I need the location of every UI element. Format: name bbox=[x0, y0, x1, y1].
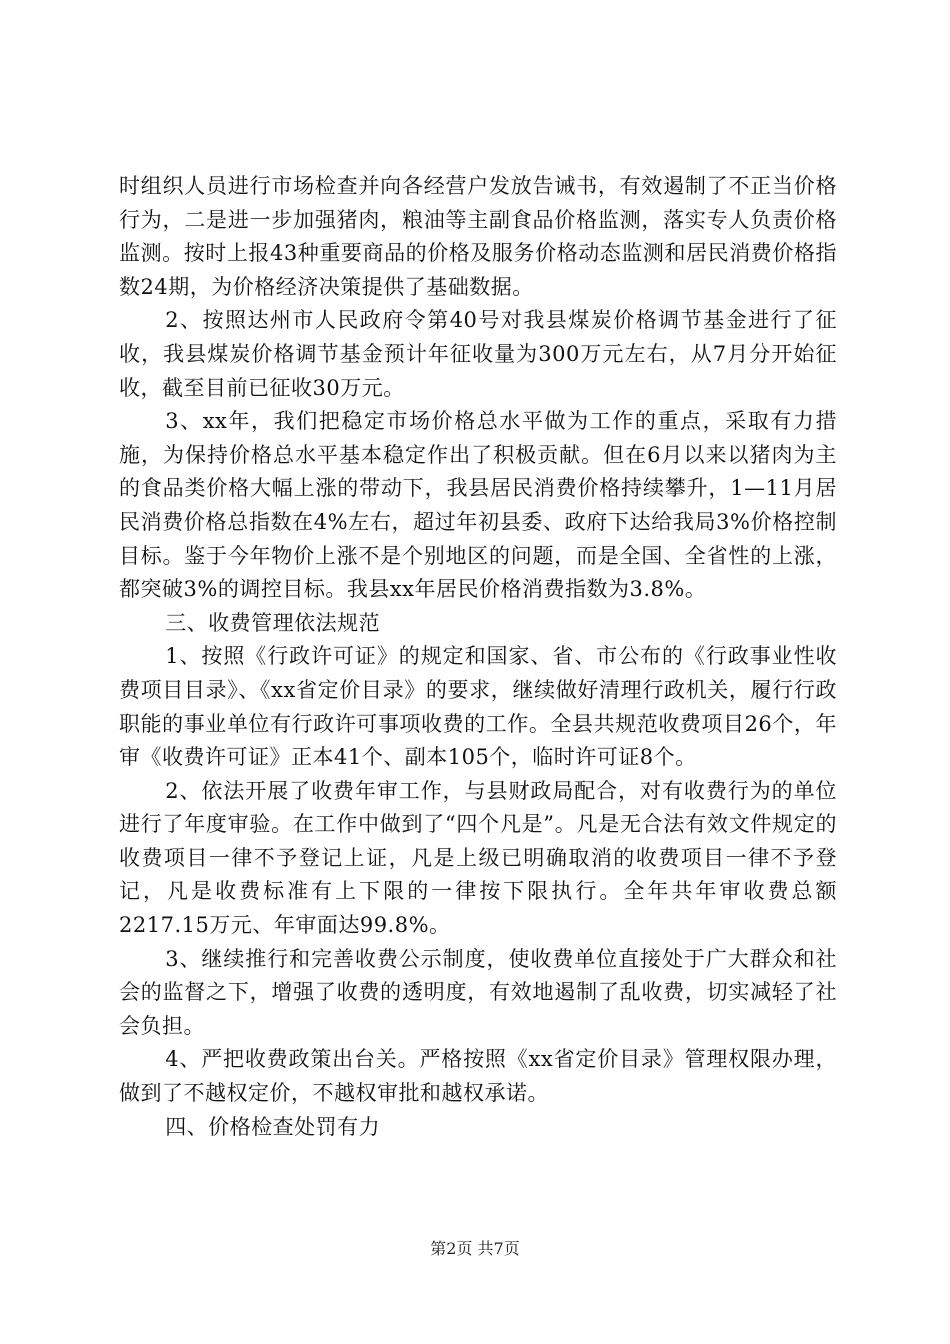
paragraph-fee-item-3: 3、继续推行和完善收费公示制度，使收费单位直接处于广大群众和社会的监督之下，增强了收费的透明度，有效地遏制了乱收费，切实减轻了社会负担。 bbox=[119, 946, 837, 1038]
paragraph-continuation: 时组织人员进行市场检查并向各经营户发放告诫书，有效遏制了不正当价格行为，二是进一步加强猪肉，粮油等主副食品价格监测，落实专人负责价格监测。按时上报43种重要商品的价格及服务价格动态监测和居民消费价格指数24期，为价格经济决策提供了基础数据。 bbox=[119, 174, 837, 299]
paragraph-item-2-coal-fund: 2、按照达州市人民政府令第40号对我县煤炭价格调节基金进行了征收，我县煤炭价格调节基金预计年征收量为300万元左右，从7月分开始征收，截至目前已征收30万元。 bbox=[119, 308, 837, 400]
paragraph-item-3-price-level: 3、xx年，我们把稳定市场价格总水平做为工作的重点，采取有力措施，为保持价格总水平基本稳定作出了积极贡献。但在6月以来以猪肉为主的食品类价格大幅上涨的带动下，我县居民消费价格持续攀升，1—11月居民消费价格总指数在4%左右，超过年初县委、政府下达给我局3%价格控制目标。鉴于今年物价上涨不是个别地区的问题，而是全国、全省性的上涨，都突破3%的调控目标。我县xx年居民价格消费指数为3.8%。 bbox=[119, 409, 837, 602]
section-heading-price-inspection: 四、价格检查处罚有力 bbox=[165, 1114, 381, 1139]
document-body bbox=[119, 170, 837, 1144]
page-footer: 第2页 共7页 bbox=[430, 1239, 520, 1258]
paragraph-fee-item-2: 2、依法开展了收费年审工作，与县财政局配合，对有收费行为的单位进行了年度审验。在工作中做到了“四个凡是”。凡是无合法有效文件规定的收费项目一律不予登记上证，凡是上级已明确取消的收费项目一律不予登记，凡是收费标准有上下限的一律按下限执行。全年共年审收费总额2217.15万元、年审面达99.8%。 bbox=[119, 778, 837, 938]
paragraph-fee-item-4: 4、严把收费政策出台关。严格按照《xx省定价目录》管理权限办理，做到了不越权定价，不越权审批和越权承诺。 bbox=[119, 1047, 837, 1106]
section-heading-fee-management: 三、收费管理依法规范 bbox=[165, 610, 381, 635]
paragraph-fee-item-1: 1、按照《行政许可证》的规定和国家、省、市公布的《行政事业性收费项目目录》、《xx省定价目录》的要求，继续做好清理行政机关，履行行政职能的事业单位有行政许可事项收费的工作。全县共规范收费项目26个，年审《收费许可证》正本41个、副本105个，临时许可证8个。 bbox=[119, 644, 837, 770]
